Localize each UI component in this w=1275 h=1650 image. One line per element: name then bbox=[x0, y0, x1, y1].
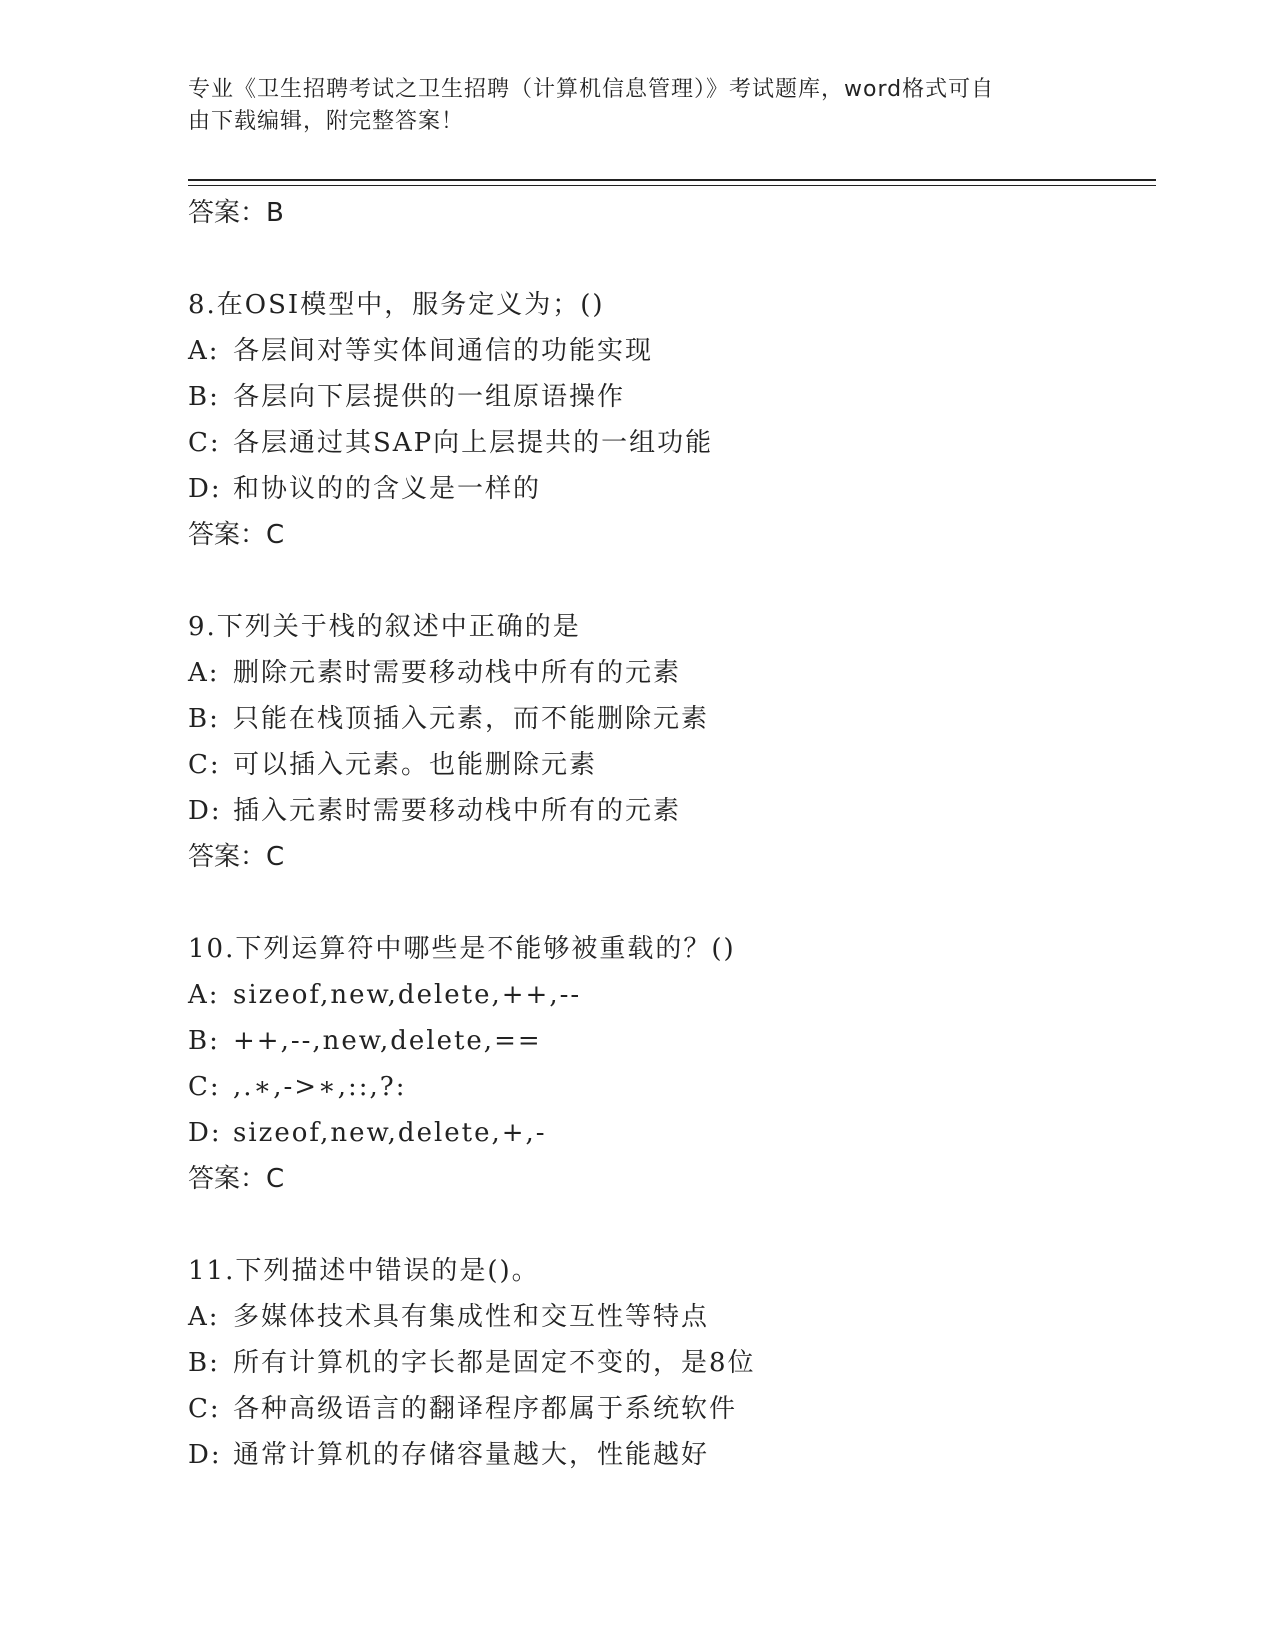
option-a bbox=[188, 650, 1148, 696]
option-label: A: bbox=[188, 1302, 220, 1332]
option-text: sizeof,new,delete,++,-- bbox=[233, 980, 582, 1010]
answer-line: 答案：C bbox=[188, 520, 285, 550]
option-label: C: bbox=[188, 750, 221, 780]
header-line-2: 由下载编辑，附完整答案！ bbox=[188, 109, 465, 134]
question-stem: 10.下列运算符中哪些是不能够被重载的？() bbox=[188, 934, 736, 964]
option-text: ++,--,new,delete,== bbox=[233, 1026, 542, 1056]
option-label: A: bbox=[188, 658, 220, 688]
option-label: C: bbox=[188, 1394, 221, 1424]
header-line-1: 专业《卫生招聘考试之卫生招聘（计算机信息管理）》考试题库，word格式可自 bbox=[188, 77, 995, 102]
option-label: B: bbox=[188, 1348, 220, 1378]
option-label: B: bbox=[188, 704, 220, 734]
spacer bbox=[188, 1202, 1148, 1248]
option-text: 和协议的的含义是一样的 bbox=[233, 474, 542, 504]
option-b bbox=[188, 1340, 1148, 1386]
option-text: 各层间对等实体间通信的功能实现 bbox=[233, 336, 654, 366]
option-label: C: bbox=[188, 1072, 221, 1102]
option-text: 各层通过其SAP向上层提共的一组功能 bbox=[233, 428, 714, 458]
option-label: C: bbox=[188, 428, 221, 458]
option-text: 所有计算机的字长都是固定不变的，是8位 bbox=[233, 1348, 756, 1378]
spacer bbox=[188, 236, 1148, 282]
question-stem: 9.下列关于栈的叙述中正确的是 bbox=[188, 612, 581, 642]
option-label: B: bbox=[188, 382, 220, 412]
option-text: 可以插入元素。也能删除元素 bbox=[233, 750, 598, 780]
option-c bbox=[188, 742, 1148, 788]
answer-line: 答案：C bbox=[188, 1164, 285, 1194]
option-label: A: bbox=[188, 336, 220, 366]
option-text: 各层向下层提供的一组原语操作 bbox=[233, 382, 626, 412]
option-text: 多媒体技术具有集成性和交互性等特点 bbox=[233, 1302, 710, 1332]
answer-line: 答案：B bbox=[188, 198, 284, 228]
question-list bbox=[188, 190, 1148, 1478]
option-b bbox=[188, 696, 1148, 742]
option-a bbox=[188, 328, 1148, 374]
question-block bbox=[188, 282, 1148, 558]
question-block bbox=[188, 604, 1148, 880]
spacer bbox=[188, 880, 1148, 926]
header-divider-thin bbox=[188, 185, 1156, 186]
option-text: ,.∗,->∗,::,?: bbox=[233, 1072, 407, 1102]
spacer bbox=[188, 558, 1148, 604]
option-b bbox=[188, 1018, 1148, 1064]
option-d bbox=[188, 1432, 1148, 1478]
option-text: 删除元素时需要移动栈中所有的元素 bbox=[233, 658, 682, 688]
option-c bbox=[188, 420, 1148, 466]
option-d bbox=[188, 466, 1148, 512]
option-text: 只能在栈顶插入元素，而不能删除元素 bbox=[233, 704, 710, 734]
option-a bbox=[188, 972, 1148, 1018]
document-header bbox=[188, 74, 1068, 138]
option-d bbox=[188, 1110, 1148, 1156]
question-block bbox=[188, 1248, 1148, 1478]
option-b bbox=[188, 374, 1148, 420]
option-label: D: bbox=[188, 1440, 222, 1470]
option-text: 通常计算机的存储容量越大，性能越好 bbox=[233, 1440, 710, 1470]
option-label: B: bbox=[188, 1026, 220, 1056]
option-text: sizeof,new,delete,+,- bbox=[233, 1118, 547, 1148]
header-divider-thick bbox=[188, 179, 1156, 181]
option-d bbox=[188, 788, 1148, 834]
option-label: D: bbox=[188, 796, 222, 826]
answer-line: 答案：C bbox=[188, 842, 285, 872]
option-label: D: bbox=[188, 474, 222, 504]
option-a bbox=[188, 1294, 1148, 1340]
option-c bbox=[188, 1064, 1148, 1110]
question-block bbox=[188, 926, 1148, 1202]
question-stem: 11.下列描述中错误的是()。 bbox=[188, 1256, 540, 1286]
option-text: 插入元素时需要移动栈中所有的元素 bbox=[233, 796, 682, 826]
question-stem: 8.在OSI模型中，服务定义为；() bbox=[188, 290, 605, 320]
option-c bbox=[188, 1386, 1148, 1432]
option-label: D: bbox=[188, 1118, 222, 1148]
option-text: 各种高级语言的翻译程序都属于系统软件 bbox=[233, 1394, 738, 1424]
option-label: A: bbox=[188, 980, 220, 1010]
